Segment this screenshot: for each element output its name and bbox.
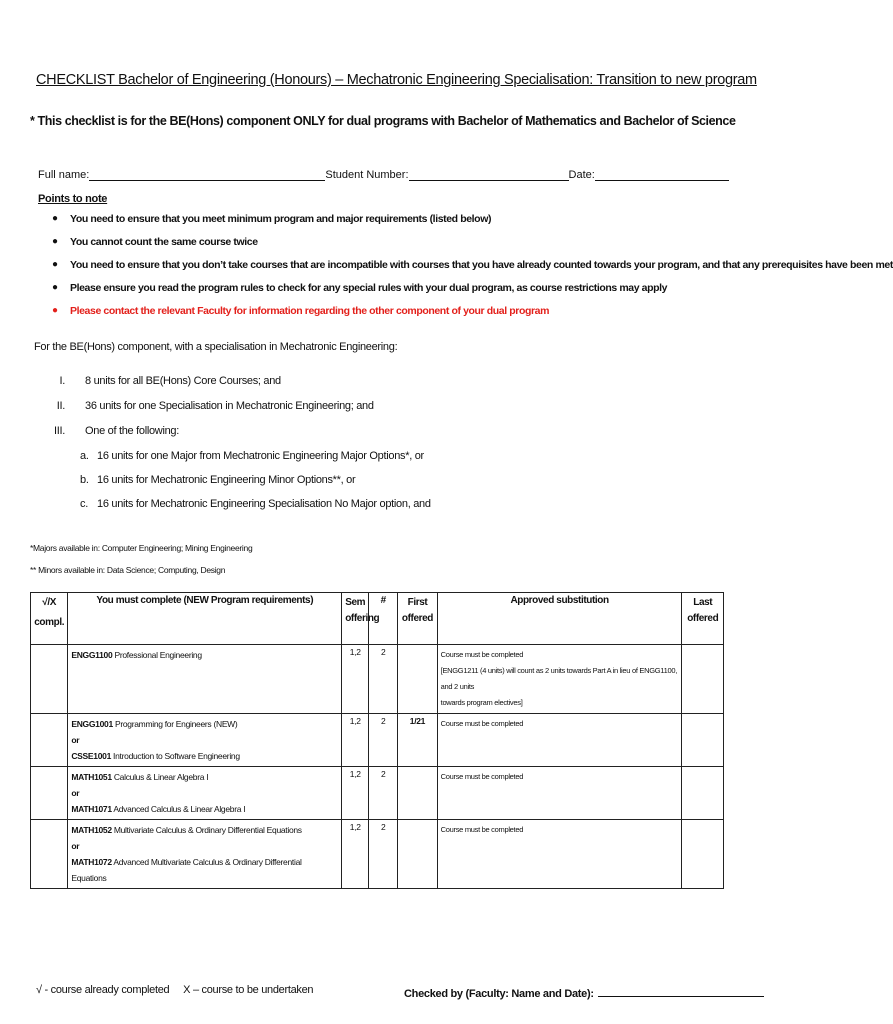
list-item: ● You need to ensure that you don’t take courses that are incompatible with courses that you have already counted towards your program, and that any prerequisites have been met [52, 259, 893, 271]
list-item: ● Please ensure you read the program rules to check for any special rules with your dual program, as course restrictions may apply [52, 282, 668, 294]
approved-cell: Course must be completed [437, 820, 682, 889]
compl-header: √/X compl. [31, 593, 68, 645]
option-item: a. 16 units for one Major from Mechatronic Engineering Major Options*, or [80, 450, 424, 462]
page-subtitle: * This checklist is for the BE(Hons) component ONLY for dual programs with Bachelor of Mathematics and Bachelor of Science [30, 114, 736, 128]
sem-cell: 1,2 [342, 767, 369, 820]
last-offered-cell [682, 767, 724, 820]
minors-note: ** Minors available in: Data Science; Computing, Design [30, 565, 226, 575]
full-name-field[interactable] [89, 168, 325, 181]
majors-note: *Majors available in: Computer Engineering; Mining Engineering [30, 543, 253, 553]
options-list [80, 450, 431, 522]
last-offered-cell [682, 714, 724, 767]
units-cell: 2 [369, 645, 398, 714]
legend-text: √ - course already completed X – course to be undertaken [36, 984, 314, 996]
points-to-note-heading: Points to note [38, 193, 108, 205]
first-offered-header: First offered [398, 593, 437, 645]
course-cell: MATH1051 Calculus & Linear Algebra I or MATH1071 Advanced Calculus & Linear Algebra I [68, 767, 342, 820]
completion-cell[interactable] [31, 767, 68, 820]
checked-by-row [404, 984, 764, 1000]
sem-cell: 1,2 [342, 645, 369, 714]
last-offered-header: Last offered [682, 593, 724, 645]
table-row [31, 645, 724, 714]
first-offered-cell: 1/21 [398, 714, 437, 767]
approved-cell: Course must be completed [437, 767, 682, 820]
date-field[interactable] [595, 168, 729, 181]
sem-cell: 1,2 [342, 714, 369, 767]
full-name-label: Full name: [38, 169, 90, 181]
approved-cell: Course must be completed [ENGG1211 (4 units) will count as 2 units towards Part A in lieu of ENGG1100, and 2 units towards program electives] [437, 645, 682, 714]
requirement-item: III. One of the following: [53, 425, 179, 437]
course-cell: ENGG1100 Professional Engineering [68, 645, 342, 714]
bullet-icon: ● [52, 259, 58, 270]
points-list [52, 213, 893, 328]
checked-by-label: Checked by (Faculty: Name and Date): [404, 988, 594, 1000]
units-header: # [369, 593, 398, 645]
option-item: b. 16 units for Mechatronic Engineering Minor Options**, or [80, 474, 356, 486]
must-complete-header: You must complete (NEW Program requirements) [68, 593, 342, 645]
completion-cell[interactable] [31, 820, 68, 889]
completion-cell[interactable] [31, 645, 68, 714]
student-number-field[interactable] [409, 168, 569, 181]
completion-cell[interactable] [31, 714, 68, 767]
table-row [31, 820, 724, 889]
student-details-row [38, 168, 729, 181]
sem-cell: 1,2 [342, 820, 369, 889]
first-offered-cell [398, 645, 437, 714]
units-cell: 2 [369, 820, 398, 889]
student-number-label: Student Number: [325, 169, 409, 181]
approved-substitution-header: Approved substitution [437, 593, 682, 645]
checked-by-field[interactable] [598, 984, 764, 997]
page-title: CHECKLIST Bachelor of Engineering (Honours) – Mechatronic Engineering Specialisation: Transition to new program [36, 72, 757, 88]
bullet-icon: ● [52, 213, 58, 224]
sem-offering-header: Sem offering [342, 593, 369, 645]
bullet-icon: ● [52, 282, 58, 293]
course-table [30, 592, 724, 889]
requirement-item: I. 8 units for all BE(Hons) Core Courses; and [59, 375, 281, 387]
requirement-item: II. 36 units for one Specialisation in Mechatronic Engineering; and [56, 400, 374, 412]
table-header-row [31, 593, 724, 645]
bullet-icon: ● [52, 236, 58, 247]
units-cell: 2 [369, 714, 398, 767]
last-offered-cell [682, 645, 724, 714]
course-cell: MATH1052 Multivariate Calculus & Ordinary Differential Equations or MATH1072 Advanced Multivariate Calculus & Ordinary Differential Equations [68, 820, 342, 889]
date-label: Date: [568, 169, 595, 181]
bullet-icon: ● [52, 305, 58, 316]
list-item: ● You cannot count the same course twice [52, 236, 258, 248]
option-item: c. 16 units for Mechatronic Engineering Specialisation No Major option, and [80, 498, 431, 510]
approved-cell: Course must be completed [437, 714, 682, 767]
course-cell: ENGG1001 Programming for Engineers (NEW) or CSSE1001 Introduction to Software Engineering [68, 714, 342, 767]
first-offered-cell [398, 820, 437, 889]
last-offered-cell [682, 820, 724, 889]
requirements-intro: For the BE(Hons) component, with a specialisation in Mechatronic Engineering: [34, 341, 398, 353]
requirements-list [34, 375, 374, 450]
table-row [31, 767, 724, 820]
list-item-highlight: ● Please contact the relevant Faculty for information regarding the other component of your dual program [52, 305, 550, 317]
first-offered-cell [398, 767, 437, 820]
table-row [31, 714, 724, 767]
units-cell: 2 [369, 767, 398, 820]
list-item: ● You need to ensure that you meet minimum program and major requirements (listed below) [52, 213, 492, 225]
